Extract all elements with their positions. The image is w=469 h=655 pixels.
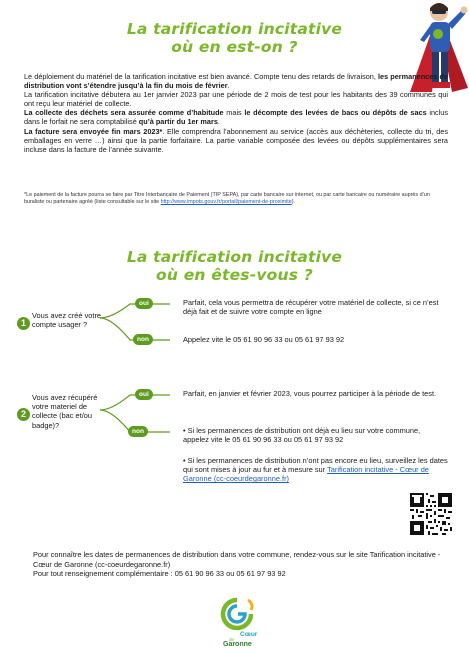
section1-title — [0, 20, 469, 56]
q2-no-answer-2 — [183, 456, 448, 484]
intro-p3-bold1: La collecte des déchets sera assurée comme d’habitude — [24, 108, 224, 118]
q2-no-answer-1: • Si les permanences de distribution ont déjà eu lieu sur votre commune, appelez vite le 05 61 90 96 33 ou 05 61 97 93 92 — [183, 426, 421, 445]
q1-yes-badge: oui — [135, 298, 153, 309]
section1-title-line1: La tarification incitative — [126, 20, 343, 38]
q1-no-answer: Appelez vite le 05 61 90 96 33 ou 05 61 97 93 92 — [183, 335, 345, 344]
intro-p3-text2: inclus dans le forfait ne sera comptabilisé — [24, 108, 448, 127]
intro-paragraph-3 — [24, 108, 448, 126]
section1-title-line2: où en est-on ? — [171, 38, 298, 56]
q1-no-badge: non — [133, 334, 153, 345]
bottom-info — [33, 550, 443, 579]
intro-paragraph-2: La tarification incitative débutera au 1er janvier 2023 par une période de 2 mois de test pour les habitants des 39 communes qui ont reçu leur matériel de collecte. — [24, 90, 448, 109]
footnote-text: *Le paiement de la facture pourra se faire par Titre Interbancaire de Paiement (TIP SEPA), par carte bancaire sur internet, ou par carte bancaire ou numéraire auprès d’un buraliste ou partenaire agréé (liste consultable sur le site — [24, 192, 430, 205]
question-1-text: Vous avez créé votre compte usager ? — [32, 311, 102, 330]
intro-paragraph-4 — [24, 127, 448, 154]
coeur-de-garonne-logo — [212, 596, 262, 652]
intro-p3-end: . — [217, 117, 220, 127]
bottom-line-1: Pour connaître les dates de permanences de distribution dans votre commune, rendez-vous sur le site Tarification incitative - Cœur de Garonne (cc-coeurdegaronne.fr) — [33, 550, 441, 569]
intro-p1-end: . — [227, 81, 230, 91]
intro-p3-text1: mais — [223, 108, 245, 118]
q2-yes-answer: Parfait, en janvier et février 2023, vous pourrez participer à la période de test. — [183, 389, 437, 398]
tarification-link[interactable]: Tarification incitative - Cœur de Garonne (cc-coeurdegaronne.fr) — [183, 465, 429, 484]
footnote-link[interactable]: http://www.impots.gouv.fr/portail/paiement-de-proximite — [160, 199, 292, 205]
intro-p4-text: . Elle comprendra l’abonnement au service (accès aux déchèteries, collecte du tri, des emballages en verre …) ainsi que la partie forfaitaire. La partie variable composée des levées ou dépôts supplémentaires sera incluse dans la facture de l’année suivante. — [24, 126, 448, 154]
payment-footnote — [24, 192, 450, 206]
q1-yes-answer: Parfait, cela vous permettra de récupérer votre matériel de collecte, si ce n’est déjà fait et de suivre votre compte en ligne — [183, 298, 439, 317]
intro-p4-bold: La facture sera envoyée fin mars 2023* — [24, 126, 163, 136]
qr-code — [410, 493, 452, 535]
logo-word-de: de — [229, 637, 235, 642]
section2-title-line2: où en êtes-vous ? — [156, 266, 313, 284]
intro-paragraph-1 — [24, 72, 448, 90]
q2-no-answer-2-text: • Si les permanences de distribution n’ont pas encore eu lieu, surveillez les dates qui sont mises à jour au fur et à mesure sur — [183, 456, 448, 475]
intro-p3-bold2: le décompte des levées de bacs ou dépôts de sacs — [244, 108, 427, 118]
footnote-end: ). — [291, 199, 296, 205]
section2-title-line1: La tarification incitative — [126, 248, 343, 266]
question-2-text: Vous avez récupéré votre materiel de collecte (bac et/ou badge)? — [32, 393, 98, 430]
q2-no-badge: non — [128, 426, 148, 437]
logo-word-coeur: Cœur — [240, 631, 258, 638]
intro-p3-bold3: qu’à partir du 1er mars — [138, 117, 218, 127]
intro-p1-text: Le déploiement du matériel de la tarification incitative est bien avancé. Compte tenu des retards de livraison, — [24, 72, 378, 81]
q2-yes-badge: oui — [135, 389, 153, 400]
bottom-line-2: Pour tout renseignement complémentaire : 05 61 90 96 33 ou 05 61 97 93 92 — [33, 569, 286, 579]
intro-p1-bold: les permanences de distribution vont s’étendre jusqu’à la fin du mois de février — [24, 72, 448, 91]
question-2-number: 2 — [17, 408, 30, 421]
question-1-number: 1 — [17, 317, 30, 330]
section2-title — [0, 248, 469, 284]
logo-word-garonne: Garonne — [223, 641, 252, 648]
intro-text — [24, 72, 448, 154]
